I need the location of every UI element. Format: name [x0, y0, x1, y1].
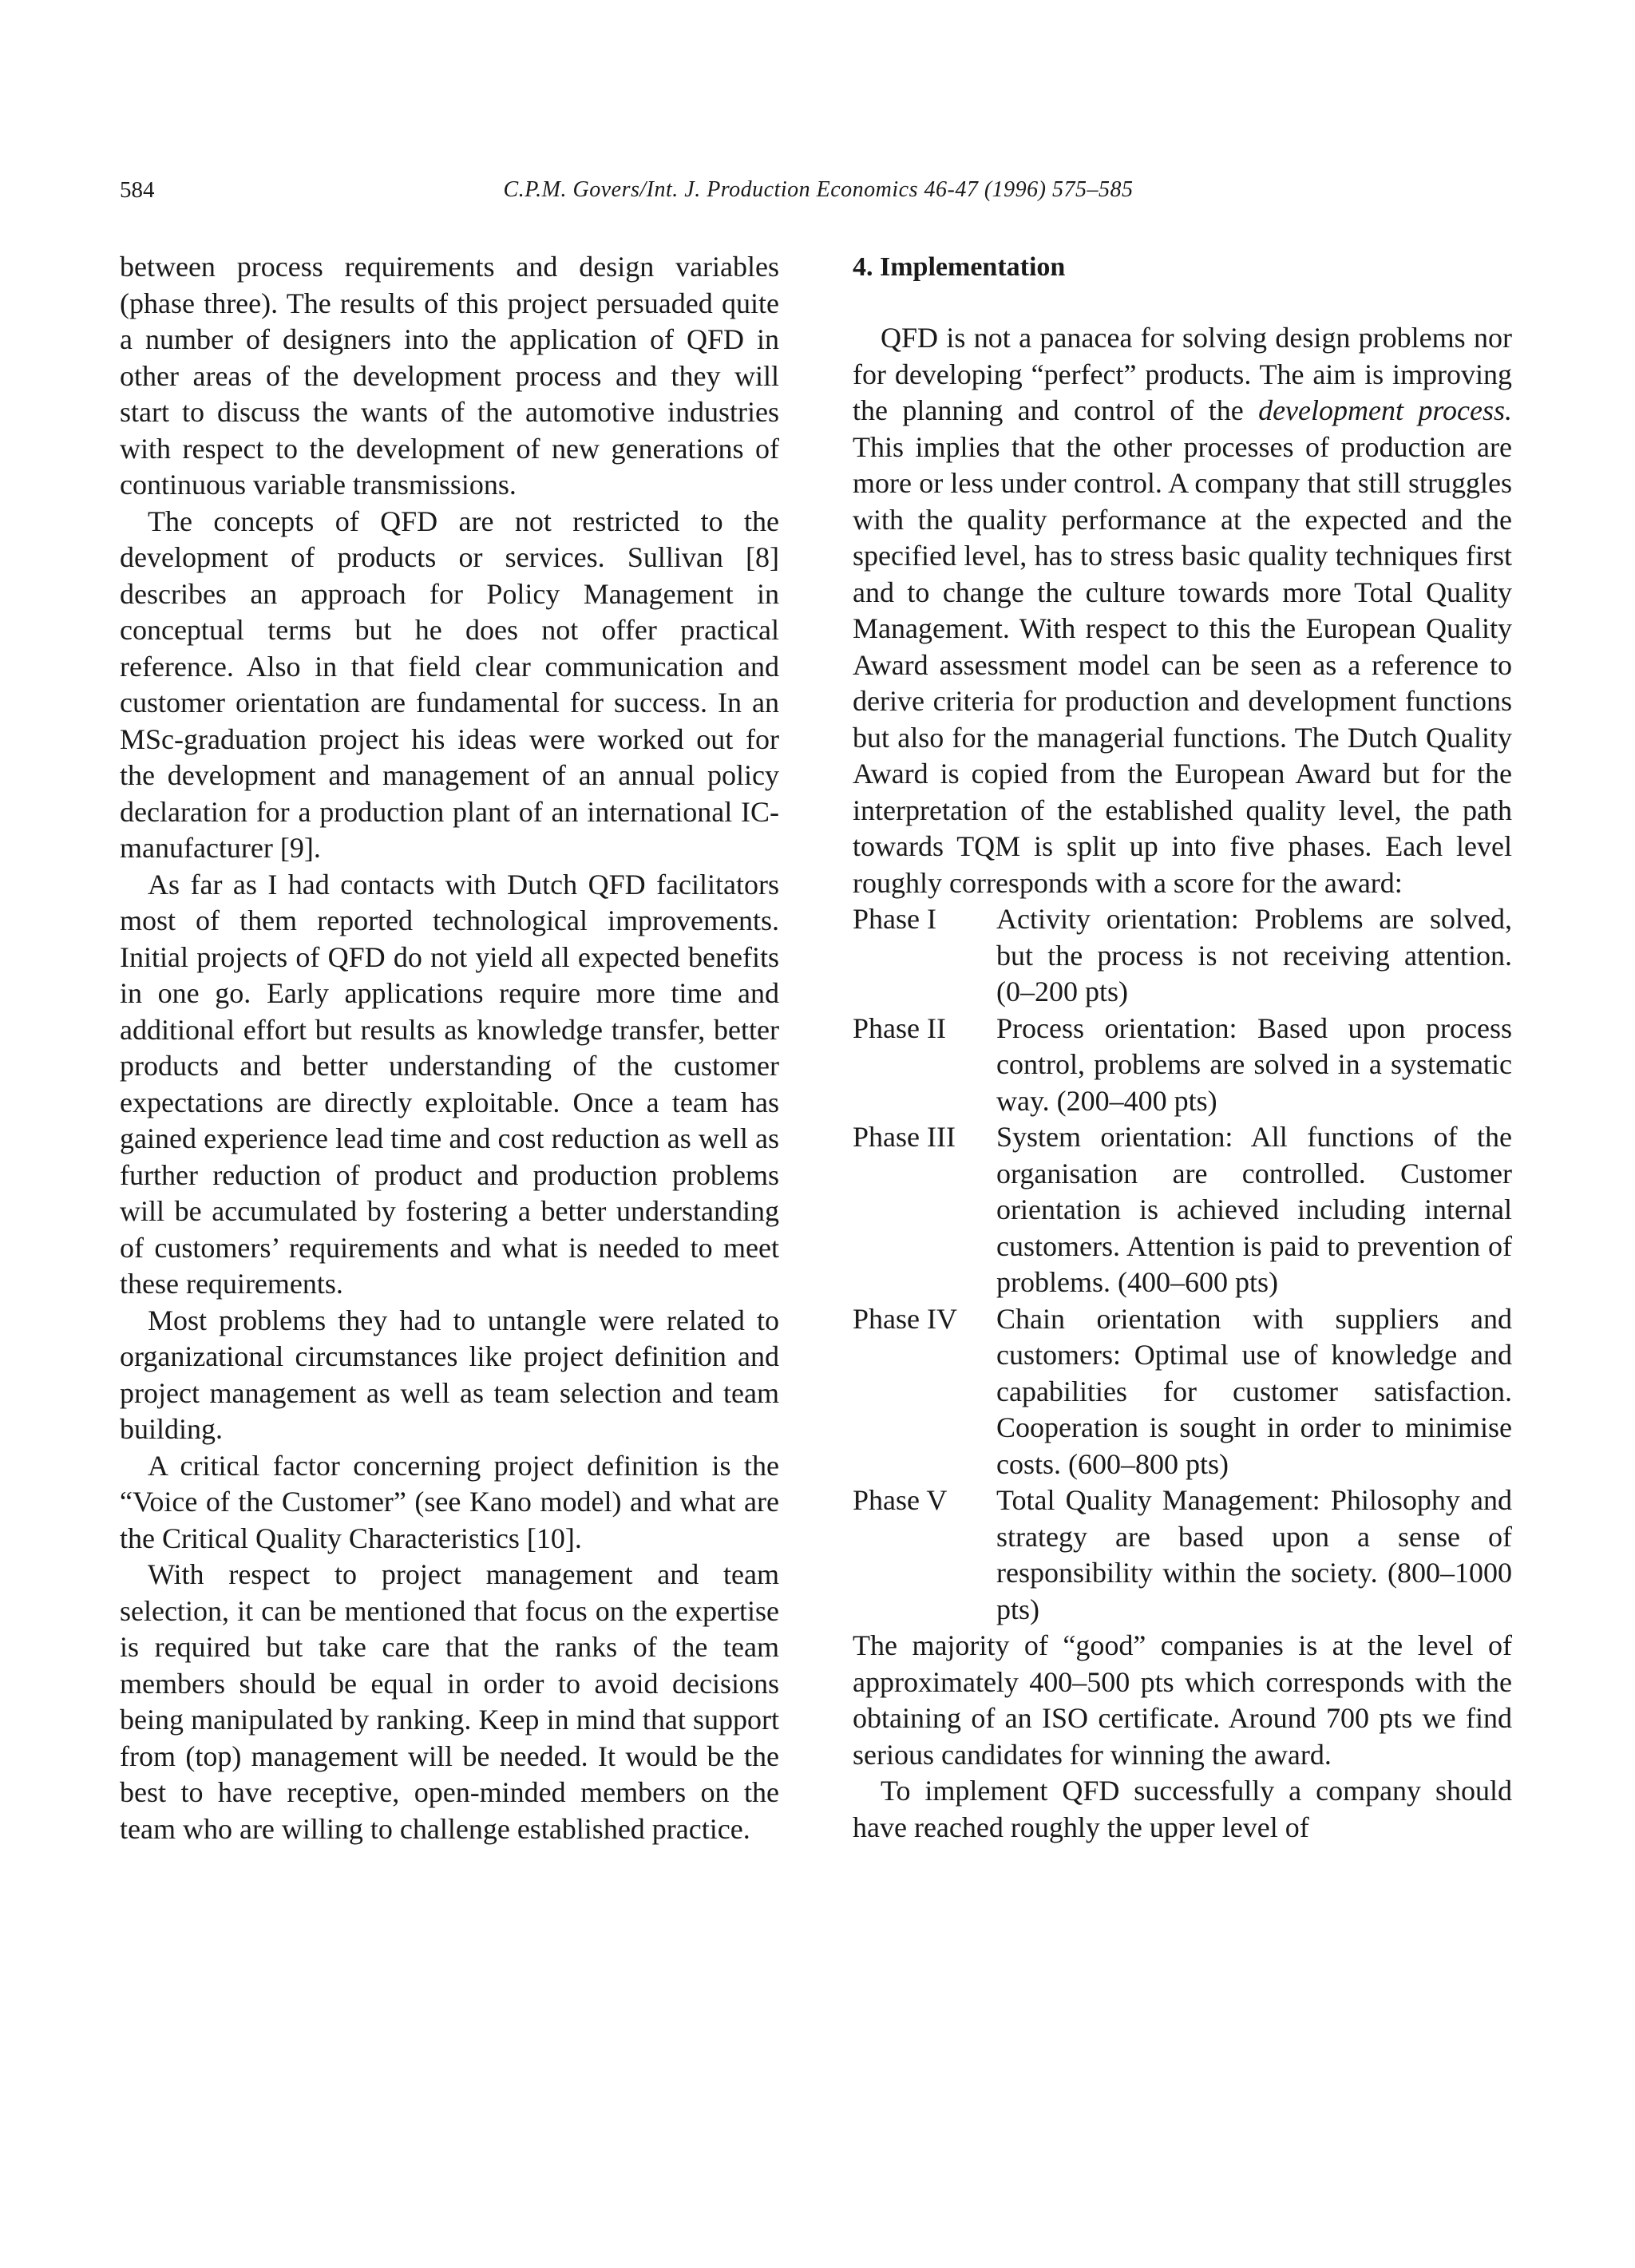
phase-row — [853, 1301, 1512, 1483]
phase-row — [853, 1119, 1512, 1301]
paragraph: With respect to project management and team selection, it can be mentioned that focus on the expertise is required but take care that the ranks of the team members should be equal in order to avoid decisions being manipulated by ranking. Keep in mind that support from (top) management will be needed. It would be the best to have receptive, open-minded members on the team who are willing to challenge established practice. — [120, 1558, 779, 1845]
phase-row — [853, 1011, 1512, 1120]
intro-text-part: This implies that the other processes of production are more or less under control. A company that still struggles with the quality performance at the expected and the specified level, has to stress basic quality techniques first and to change the culture towards more Total Quality Management. With respect to this the European Quality Award assessment model can be seen as a reference to derive criteria for production and development functions but also for the managerial functions. The Dutch Quality Award is copied from the European Award but for the interpretation of the established quality level, the path towards TQM is split up into five phases. Each level roughly corresponds with a score for the award: — [853, 430, 1512, 899]
phase-list — [853, 901, 1512, 1628]
paragraph: The concepts of QFD are not restricted to the development of products or services. Sullivan [8] describes an approach for Policy Management in conceptual terms but he does not offer practical reference. Also in that field clear communication and customer orientation are fundamental for success. In an MSc-graduation project his ideas were worked out for the development and management of an annual policy declaration for a production plant of an international IC-manufacturer [9]. — [120, 505, 779, 864]
intro-text-part: QFD is not a panacea for solving design problems nor for developing “perfect” products. The aim is improving the planning and control of the — [853, 322, 1512, 426]
page-number: 584 — [120, 177, 155, 203]
phase-label: Phase V — [853, 1484, 948, 1516]
paragraph: As far as I had contacts with Dutch QFD facilitators most of them reported technological improvements. Initial projects of QFD do not yield all expected benefits in one go. Early applications require more time and additional effort but results as knowledge transfer, better products and better understanding of the customer expectations are directly exploitable. Once a team has gained experience lead time and cost reduction as well as further reduction of product and production problems will be accumulated by fostering a better understanding of customers’ requirements and what is needed to meet these requirements. — [120, 868, 779, 1300]
paragraph: between process requirements and design variables (phase three). The results of this project persuaded quite a number of designers into the application of QFD in other areas of the development process and they will start to discuss the wants of the automotive industries with respect to the development of new generations of continuous variable transmissions. — [120, 251, 779, 501]
phase-row — [853, 1482, 1512, 1628]
running-head: C.P.M. Govers/Int. J. Production Economics 46-47 (1996) 575–585 — [503, 177, 1134, 202]
paragraph: A critical factor concerning project definition is the “Voice of the Customer” (see Kano model) and what are the Critical Quality Characteristics [10]. — [120, 1449, 779, 1554]
phase-label: Phase II — [853, 1011, 946, 1044]
implementation-intro — [853, 320, 1512, 901]
phase-row — [853, 901, 1512, 1011]
paragraph: To implement QFD successfully a company should have reached roughly the upper level of — [853, 1775, 1512, 1843]
phase-label: Phase III — [853, 1121, 956, 1153]
phase-description: System orientation: All functions of the organisation are controlled. Customer orientation is achieved including internal customers. Attention is paid to prevention of problems. (400–600 pts) — [996, 1121, 1512, 1298]
intro-italic-text: development process. — [1258, 394, 1512, 426]
right-column — [853, 249, 1512, 1846]
phase-description: Chain orientation with suppliers and customers: Optimal use of knowledge and capabilities for customer satisfaction. Cooperation is sought in order to minimise costs. (600–800 pts) — [996, 1302, 1512, 1480]
paragraph: Most problems they had to untangle were related to organizational circumstances like project definition and project management as well as team selection and team building. — [120, 1304, 779, 1445]
phase-description: Activity orientation: Problems are solved, but the process is not receiving attention. (0–200 pts) — [996, 903, 1512, 1007]
phase-label: Phase IV — [853, 1302, 957, 1335]
phase-description: Total Quality Management: Philosophy and strategy are based upon a sense of responsibility within the society. (800–1000 pts) — [996, 1484, 1512, 1625]
paragraph: The majority of “good” companies is at the level of approximately 400–500 pts which corresponds with the obtaining of an ISO certificate. Around 700 pts we find serious candidates for winning the award. — [853, 1629, 1512, 1771]
section-heading: 4. Implementation — [853, 252, 1066, 282]
page-header — [120, 177, 1517, 212]
phase-label: Phase I — [853, 903, 936, 935]
phase-description: Process orientation: Based upon process control, problems are solved in a systematic way. (200–400 pts) — [996, 1011, 1512, 1117]
left-column — [120, 249, 779, 1847]
